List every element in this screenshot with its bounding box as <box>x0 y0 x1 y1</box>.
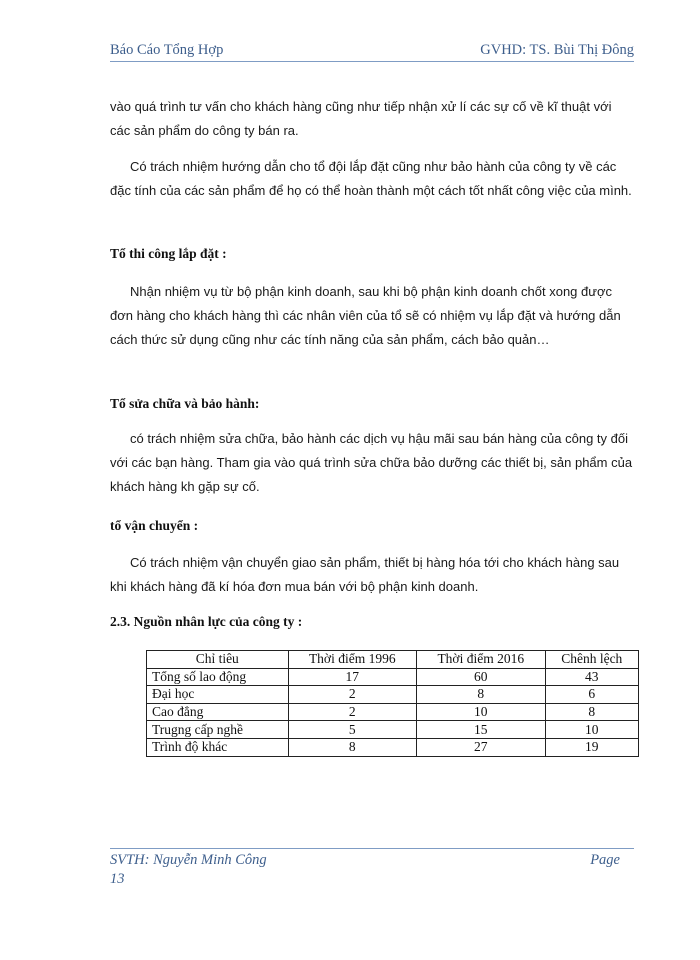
table-row <box>147 668 639 686</box>
footer-divider <box>110 848 634 849</box>
paragraph-3-text: Nhận nhiệm vụ từ bộ phận kinh doanh, sau khi bộ phận kinh doanh chốt xong được đơn hàng cho khách hàng thì các nhân viên của tổ sẽ có nhiệm vụ lắp đặt và hướng dẫn cách thức sử dụng cũng như các tính năng của sản phẩm, cách bảo quản… <box>110 284 621 347</box>
table-cell: 2 <box>288 703 417 721</box>
footer-student-name: SVTH: Nguyễn Minh Công <box>110 852 267 868</box>
table-row <box>147 686 639 704</box>
paragraph-1-text: vào quá trình tư vấn cho khách hàng cũng như tiếp nhận xử lí các sự cố về kĩ thuật với các sản phẩm do công ty bán ra. <box>110 99 612 138</box>
paragraph-5 <box>110 551 634 599</box>
footer-page-number: 13 <box>110 871 125 887</box>
heading-human-resources: 2.3. Nguồn nhân lực của công ty : <box>110 614 303 629</box>
table-cell: 10 <box>417 703 546 721</box>
paragraph-1 <box>110 95 634 143</box>
table-row <box>147 703 639 721</box>
table-cell: 43 <box>545 668 638 686</box>
table-cell: 17 <box>288 668 417 686</box>
page-header <box>110 42 634 62</box>
table-cell: 60 <box>417 668 546 686</box>
paragraph-4 <box>110 427 634 499</box>
header-divider <box>110 61 634 62</box>
heading-transport-team: tổ vận chuyển : <box>110 518 199 533</box>
table-cell: Tổng số lao động <box>147 668 289 686</box>
table-cell: 8 <box>545 703 638 721</box>
column-header: Chênh lệch <box>545 651 638 669</box>
table-cell: 15 <box>417 721 546 739</box>
footer-page-label: Page <box>590 852 620 868</box>
table-cell: 8 <box>417 686 546 704</box>
table-cell: 19 <box>545 738 638 756</box>
header-supervisor: GVHD: TS. Bùi Thị Đông <box>480 42 634 58</box>
table-row <box>147 738 639 756</box>
human-resources-table <box>146 650 639 757</box>
table-cell: Đại học <box>147 686 289 704</box>
paragraph-2-text: Có trách nhiệm hướng dẫn cho tổ đội lắp đặt cũng như bảo hành của công ty về các đặc tính của các sản phẩm để họ có thể hoàn thành một cách tốt nhất công việc của mình. <box>110 159 632 198</box>
column-header: Chỉ tiêu <box>147 651 289 669</box>
table-cell: Cao đẳng <box>147 703 289 721</box>
table-cell: 27 <box>417 738 546 756</box>
table-cell: 8 <box>288 738 417 756</box>
table-cell: 10 <box>545 721 638 739</box>
paragraph-5-text: Có trách nhiệm vận chuyển giao sản phẩm, thiết bị hàng hóa tới cho khách hàng sau khi khách hàng đã kí hóa đơn mua bán với bộ phận kinh doanh. <box>110 555 620 594</box>
table-row <box>147 721 639 739</box>
heading-installation-team: Tổ thi công lắp đặt : <box>110 246 227 261</box>
column-header: Thời điểm 2016 <box>417 651 546 669</box>
paragraph-3 <box>110 280 634 352</box>
header-report-title: Báo Cáo Tổng Hợp <box>110 42 224 58</box>
table-cell: 6 <box>545 686 638 704</box>
table-header-row <box>147 651 639 669</box>
paragraph-2 <box>110 155 634 203</box>
heading-repair-team: Tổ sửa chữa và bảo hành: <box>110 396 260 411</box>
column-header: Thời điểm 1996 <box>288 651 417 669</box>
table-cell: 5 <box>288 721 417 739</box>
table-cell: 2 <box>288 686 417 704</box>
table-cell: Trình độ khác <box>147 738 289 756</box>
paragraph-4-text: có trách nhiệm sửa chữa, bảo hành các dịch vụ hậu mãi sau bán hàng của công ty đối với các bạn hàng. Tham gia vào quá trình sửa chữa bảo dưỡng các thiết bị, sản phẩm của khách hàng kh gặp sự cố. <box>110 431 633 494</box>
table-cell: Trugng cấp nghề <box>147 721 289 739</box>
